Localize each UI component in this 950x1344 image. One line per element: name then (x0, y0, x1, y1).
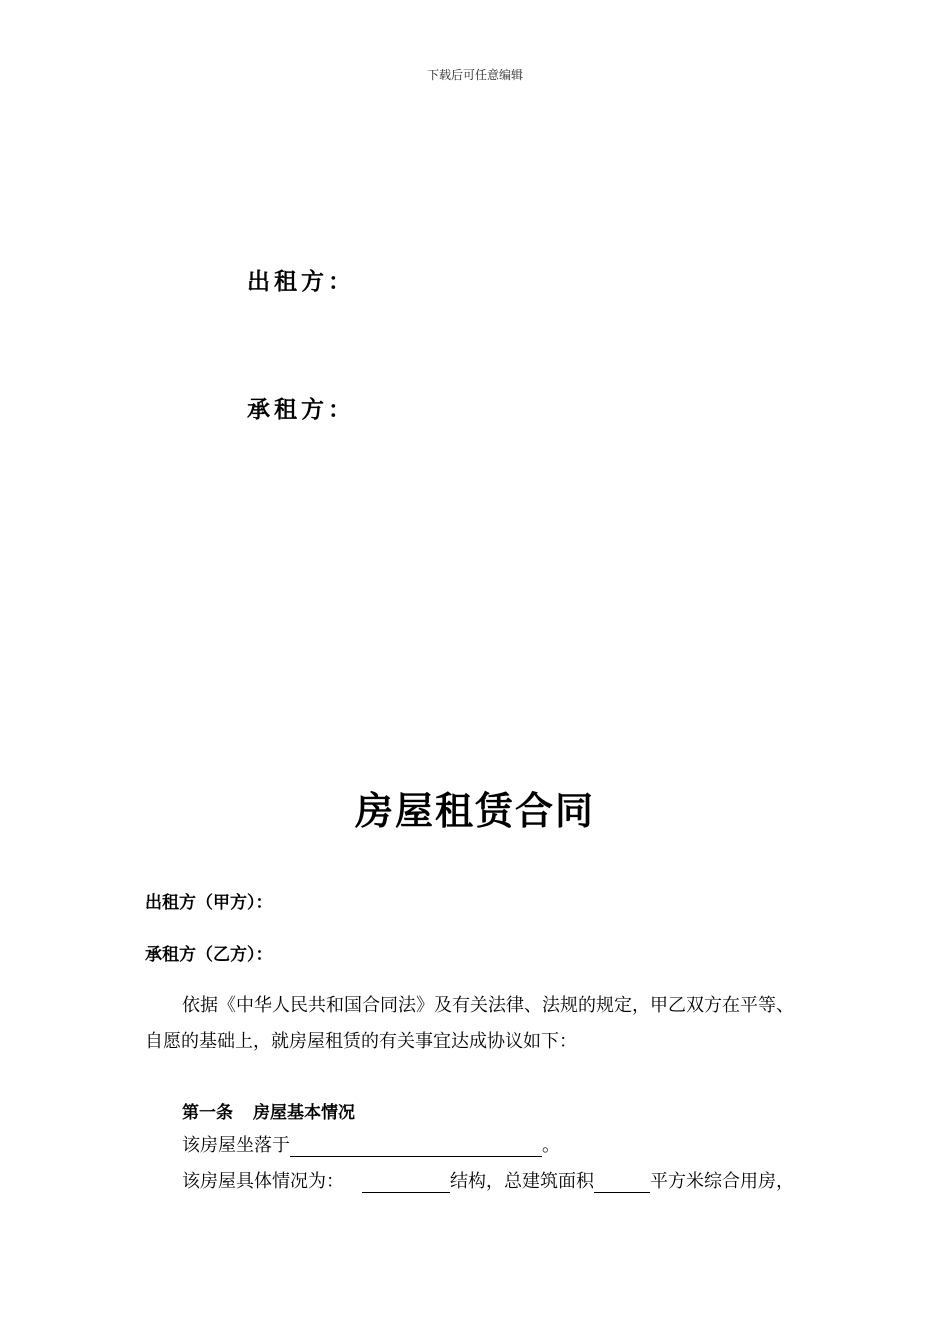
structure-blank[interactable] (362, 1172, 450, 1193)
location-line (182, 1131, 560, 1157)
header-note: 下载后可任意编辑 (426, 68, 523, 82)
location-suffix: 。 (542, 1135, 560, 1156)
party-a-label: 出租方（甲方）： (145, 893, 273, 913)
location-prefix: 该房屋坐落于 (182, 1135, 290, 1156)
contract-title: 房屋租赁合同 (354, 788, 595, 833)
detail-prefix: 该房屋具体情况为： (182, 1171, 344, 1192)
intro-paragraph: 依据《中华人民共和国合同法》及有关法律、法规的规定，甲乙双方在平等、自愿的基础上，就房屋租赁的有关事宜达成协议如下： (145, 995, 794, 1052)
structure-suffix: 结构，总建筑面积 (450, 1171, 594, 1192)
detail-line (182, 1167, 794, 1193)
area-blank[interactable] (594, 1172, 650, 1193)
location-blank[interactable] (290, 1136, 542, 1157)
party-b-label: 承租方（乙方）： (145, 945, 273, 965)
article-1-heading (182, 1098, 355, 1123)
area-suffix: 平方米综合用房， (650, 1171, 794, 1192)
article-1-title: 房屋基本情况 (253, 1103, 355, 1123)
article-1-number: 第一条 (182, 1103, 233, 1123)
cover-lessee-label: 承租方： (247, 397, 355, 423)
cover-lessor-label: 出租方： (247, 269, 355, 295)
